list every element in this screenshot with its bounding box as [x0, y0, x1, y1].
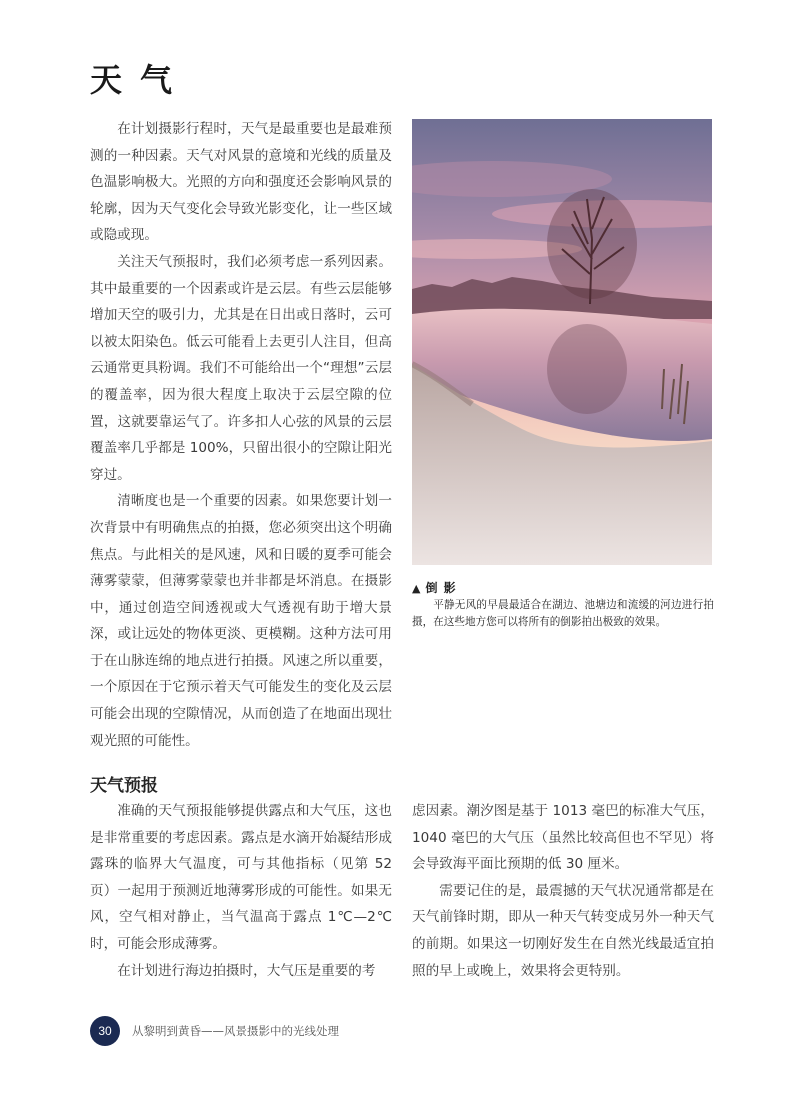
- forecast-paragraph: 在计划进行海边拍摄时，大气压是重要的考: [117, 962, 376, 979]
- section-heading-weather-forecast: 天气预报: [90, 776, 158, 796]
- forecast-right-column: [412, 798, 714, 984]
- intro-paragraph: 关注天气预报时，我们必须考虑一系列因素。其中最重要的一个因素或许是云层。有些云层能够增加天空的吸引力，尤其是在日出或日落时，云可以被太阳染色。低云可能看上去更引人注目，但高云通常更具粉调。我们不可能给出一个“理想”云层的覆盖率，因为很大程度上取决于云层空隙的位置，这就要靠运气了。许多扣人心弦的风景的云层覆盖率几乎都是 100%，只留出很小的空隙让阳光穿过。: [90, 253, 392, 483]
- forecast-paragraph: 准确的天气预报能够提供露点和大气压，这也是非常重要的考虑因素。露点是水滴开始凝结形成露珠的临界大气温度，可与其他指标（见第 52 页）一起用于预测近地薄雾形成的可能性。如果无风，空气相对静止，当气温高于露点 1℃—2℃ 时，可能会形成薄雾。: [90, 803, 392, 952]
- caption-title-text: 倒 影: [425, 581, 457, 595]
- intro-text-column: [90, 116, 392, 754]
- forecast-paragraph-continued: 虑因素。潮汐图是基于 1013 毫巴的标准大气压，1040 毫巴的大气压（虽然比较高但也不罕见）将会导致海平面比预期的低 30 厘米。: [412, 803, 714, 873]
- intro-paragraph: 清晰度也是一个重要的因素。如果您要计划一次背景中有明确焦点的拍摄，您必须突出这个明确焦点。与此相关的是风速，风和日暖的夏季可能会薄雾蒙蒙，但薄雾蒙蒙也并非都是坏消息。在摄影中，通过创造空间透视或大气透视有助于增大景深，或让远处的物体更淡、更模糊。这种方法可用于在山脉连绵的地点进行拍摄。风速之所以重要，一个原因在于它预示着天气可能发生的变化及云层可能会出现的空隙情况，从而创造了在地面出现壮观光照的可能性。: [90, 493, 392, 749]
- caption-title: [412, 580, 714, 597]
- caption-marker: ▲: [412, 582, 422, 595]
- running-book-title: 从黎明到黄昏——风景摄影中的光线处理: [132, 1024, 339, 1038]
- page-title: 天气: [90, 61, 191, 99]
- reflection-photo: [412, 119, 712, 565]
- forecast-paragraph: 需要记住的是，最震撼的天气状况通常都是在天气前锋时期，即从一种天气转变成另外一种天气的前期。如果这一切刚好发生在自然光线最适宜拍照的早上或晚上，效果将会更特别。: [412, 882, 714, 979]
- page-footer: [90, 1016, 339, 1046]
- forecast-left-column: [90, 798, 392, 984]
- figure-caption: [412, 580, 714, 631]
- page-number-badge: 30: [90, 1016, 120, 1046]
- caption-text: 平静无风的早晨最适合在湖边、池塘边和流缓的河边进行拍摄，在这些地方您可以将所有的倒影拍出极致的效果。: [412, 599, 714, 628]
- intro-paragraph: 在计划摄影行程时，天气是最重要也是最难预测的一种因素。天气对风景的意境和光线的质量及色温影响极大。光照的方向和强度还会影响风景的轮廓，因为天气变化会导致光影变化，让一些区域或隐或现。: [90, 121, 392, 244]
